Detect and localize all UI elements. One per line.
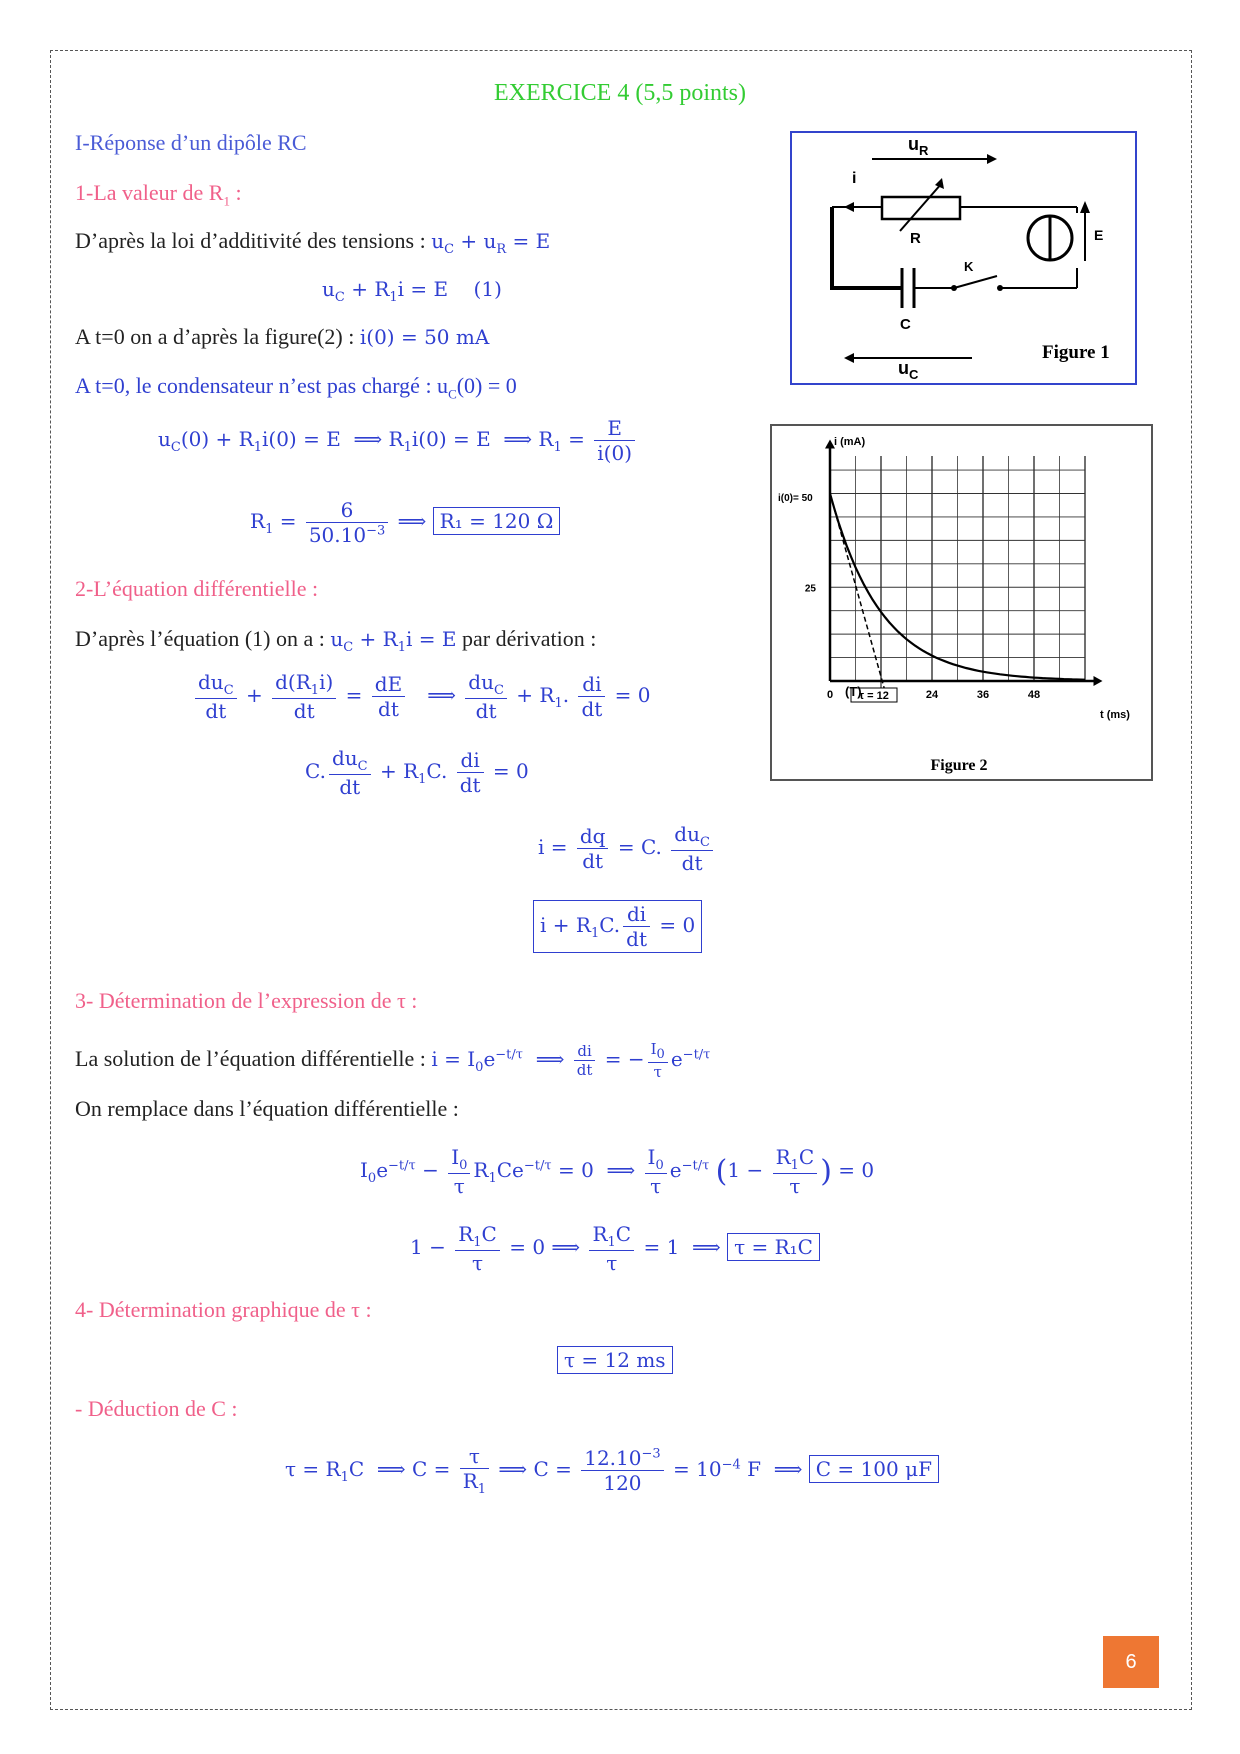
tau-graph-result: τ = 12 ms [557, 1346, 673, 1374]
y-axis-label: i (mA) [834, 436, 866, 448]
q1-line3: A t=0, le condensateur n’est pas chargé : $u_C(0) = 0$ [75, 373, 517, 402]
i0-label: i(0)= 50 [778, 493, 813, 504]
q2-heading: 2-L’équation différentielle : [75, 576, 319, 601]
ur-label: $u_R$ [908, 134, 929, 158]
x-axis-arrow [1094, 676, 1103, 686]
current-label: i [852, 170, 857, 187]
deduction-heading: - Déduction de C : [75, 1396, 238, 1421]
derivation-eq2: C. $\frac{du_C}{dt}$ + $R_1C$. $\frac{di}{dt}$ = 0 [305, 746, 529, 799]
r1-result-line: $R_1$ = $\frac{6}{50.10^{-3}}$ ⟹ R₁ = 120 Ω [250, 498, 560, 547]
figure-1-caption: Figure 1 [1042, 342, 1110, 363]
q3-line2: On remplace dans l’équation différentielle : [75, 1096, 459, 1121]
figure-2-caption: Figure 2 [930, 757, 988, 774]
q4-heading: 4- Détermination graphique de τ : [75, 1297, 372, 1322]
x-tick-label: 48 [1027, 689, 1041, 701]
e-label: E [1094, 227, 1104, 243]
tau-result-line: 1 − $\frac{R_1C}{\tau}$ = 0 ⟹ $\frac{R_1C}{\tau}$ = 1 ⟹ τ = R₁C [410, 1222, 820, 1275]
circuit-diagram [792, 133, 1135, 383]
switch-blade [954, 276, 997, 288]
exercise-title: EXERCICE 4 (5,5 points) [494, 80, 746, 106]
equation-1: $u_C + R_1i = E$ (1) [322, 277, 502, 305]
resistor-label: R [910, 230, 921, 247]
current-arrow-head [844, 202, 854, 212]
q1-line2: A t=0 on a d’après la figure(2) : i(0) = 50 mA [75, 324, 490, 349]
q1-line1: D’après la loi d’additivité des tensions : $u_C + u_R = E$ [75, 228, 551, 257]
figure-2-chart [770, 424, 1153, 781]
tangent-label: (T) [845, 684, 862, 699]
capacitance-result-box: C = 100 μF [809, 1455, 939, 1483]
uc-arrow-head [844, 353, 854, 363]
derivation-eq: $\frac{du_C}{dt}$ + $\frac{d(R_1i)}{dt}$ = $\frac{dE}{dt}$ ⟹ $\frac{du_C}{dt}$ + $R_1$. $\frac{di}{dt}$ = 0 [192, 670, 651, 723]
x-tick-label: 0 [826, 689, 834, 701]
x-tick-label: 24 [925, 689, 939, 701]
capacitance-eq: $\tau = R_1C$ ⟹ C = $\frac{\tau}{R_1}$ ⟹ C = $\frac{12.10^{-3}}{120}$ = $10^{-4}$ F ⟹ C = 100 μF [285, 1444, 939, 1497]
q3-heading: 3- Détermination de l’expression de τ : [75, 988, 418, 1013]
tau-label: τ = 12 [859, 690, 889, 702]
section-heading: I-Réponse d’un dipôle RC [75, 130, 307, 155]
capacitor-label: C [900, 316, 911, 333]
x-axis-label: t (ms) [1100, 709, 1130, 721]
page-number: 6 [1103, 1636, 1159, 1688]
uc-label: $u_C$ [898, 358, 919, 382]
r1-derivation: $u_C(0) + R_1i(0) = E$ ⟹ $R_1i(0) = E$ ⟹ $R_1$ = $\frac{E}{i(0)}$ [158, 416, 638, 465]
e-arrow-head [1080, 201, 1090, 213]
figure-1-circuit [790, 131, 1137, 385]
chart-grid [830, 456, 1085, 681]
q2-line1: D’après l’équation (1) on a : $u_C + R_1i = E$ par dérivation : [75, 626, 597, 655]
ur-arrow-head [987, 154, 997, 164]
substitution-eq: $I_0e^{-t/\tau}$ − $\frac{I_0}{\tau}$ $R_1Ce^{-t/\tau} = 0$ ⟹ $\frac{I_0}{\tau}$ $e^{-t/\tau}$ (1 − $\frac{R_1C}{\tau}$ ) = 0 [360, 1145, 875, 1198]
switch-pin-right [997, 285, 1003, 291]
r1-result-box: R₁ = 120 Ω [433, 507, 561, 535]
q1-heading: 1-La valeur de $R_1$ : [75, 180, 242, 209]
switch-label: K [964, 259, 974, 274]
chart-axes [805, 440, 1103, 702]
current-def-eq: i = $\frac{dq}{dt}$ = C. $\frac{du_C}{dt}$ [538, 822, 716, 875]
tau-result-box: τ = R₁C [727, 1233, 820, 1261]
y-tick-label: 25 [804, 583, 816, 595]
x-tick-label: 36 [976, 689, 990, 701]
chart-svg [772, 426, 1151, 779]
q3-line1: La solution de l’équation différentielle : $i = I_0e^{-t/\tau}$ ⟹ $\frac{di}{dt}$ = − $\frac{I_0}{\tau}$ $e^{-t/\tau}$ [75, 1040, 711, 1081]
diff-eq-final: $i + R_1C$. $\frac{di}{dt}$ = 0 [533, 900, 702, 953]
